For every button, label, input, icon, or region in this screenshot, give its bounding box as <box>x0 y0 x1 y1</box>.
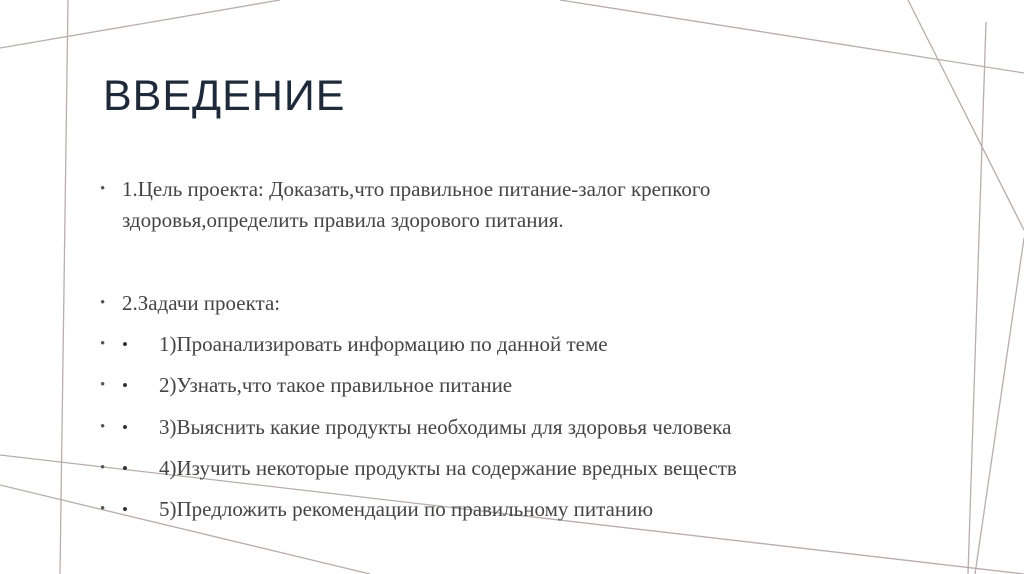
deco-line <box>908 0 1024 230</box>
deco-line <box>968 22 986 574</box>
bullet-icon: • <box>100 501 106 517</box>
goal-text-line1: 1.Цель проекта: Доказать,что правильное питание-залог крепкого <box>122 177 711 201</box>
sub-bullet-icon: • <box>122 459 128 478</box>
deco-line <box>0 0 280 48</box>
task-text: 2)Узнать,что такое правильное питание <box>159 373 513 397</box>
bullet-icon: • <box>100 460 106 476</box>
bullet-icon: • <box>100 181 106 197</box>
sub-bullet-icon: • <box>122 376 128 395</box>
slide-title: ВВЕДЕНИЕ <box>103 72 346 120</box>
deco-line <box>60 0 68 574</box>
sub-bullet-icon: • <box>122 418 128 437</box>
deco-line <box>975 238 1024 574</box>
sub-bullet-icon: • <box>122 500 128 519</box>
bullet-icon: • <box>100 336 106 352</box>
bullet-icon: • <box>100 419 106 435</box>
task-text: 3)Выяснить какие продукты необходимы для здоровья человека <box>159 415 732 439</box>
task-text: 4)Изучить некоторые продукты на содержание вредных веществ <box>159 456 737 480</box>
task-text: 5)Предложить рекомендации по правильному питанию <box>159 497 654 521</box>
goal-text-line2: здоровья,определить правила здорового питания. <box>122 208 564 232</box>
tasks-heading: 2.Задачи проекта: <box>122 291 281 315</box>
sub-bullet-icon: • <box>122 335 128 354</box>
bullet-icon: • <box>100 377 106 393</box>
bullet-icon: • <box>100 295 106 311</box>
task-text: 1)Проанализировать информацию по данной теме <box>159 332 608 356</box>
deco-line <box>560 0 1024 73</box>
